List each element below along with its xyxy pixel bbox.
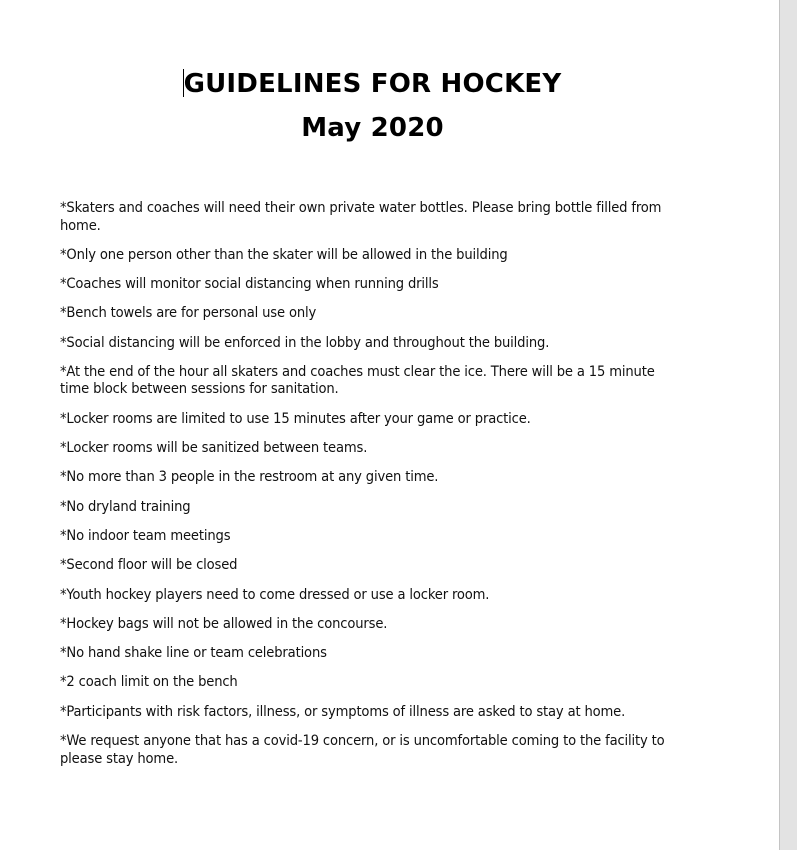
guideline-item: *Skaters and coaches will need their own private water bottles. Please bring bottle filled from home. xyxy=(60,199,662,234)
guideline-item: *Coaches will monitor social distancing when running drills xyxy=(60,275,439,293)
guidelines-list xyxy=(60,199,678,779)
text-cursor xyxy=(183,69,184,97)
guideline-item: *No hand shake line or team celebrations xyxy=(60,644,327,662)
guideline-item: *No indoor team meetings xyxy=(60,526,231,544)
guideline-item: *Hockey bags will not be allowed in the concourse. xyxy=(60,614,388,632)
guideline-item: *We request anyone that has a covid-19 concern, or is uncomfortable coming to the facility to please stay home. xyxy=(60,732,665,767)
window-side-gutter xyxy=(779,0,797,850)
guideline-item: *No more than 3 people in the restroom at any given time. xyxy=(60,468,439,486)
guideline-item: *2 coach limit on the bench xyxy=(60,673,238,691)
title-block xyxy=(0,62,745,150)
document-title: GUIDELINES FOR HOCKEY xyxy=(183,69,562,99)
guideline-item: *Locker rooms will be sanitized between teams. xyxy=(60,439,368,457)
document-title-wrapper xyxy=(184,62,562,106)
document-subtitle: May 2020 xyxy=(301,113,444,143)
guideline-item: *Only one person other than the skater will be allowed in the building xyxy=(60,245,508,263)
guideline-item: *Youth hockey players need to come dressed or use a locker room. xyxy=(60,585,490,603)
guideline-item: *Social distancing will be enforced in the lobby and throughout the building. xyxy=(60,333,550,351)
guideline-item: *Second floor will be closed xyxy=(60,556,238,574)
guideline-item: *At the end of the hour all skaters and coaches must clear the ice. There will be a 15 minute time block between sessions for sanitation. xyxy=(60,362,655,398)
guideline-item: *No dryland training xyxy=(60,497,191,515)
guideline-item: *Participants with risk factors, illness, or symptoms of illness are asked to stay at home. xyxy=(60,702,626,720)
guideline-item: *Locker rooms are limited to use 15 minutes after your game or practice. xyxy=(60,409,531,427)
guideline-item: *Bench towels are for personal use only xyxy=(60,304,317,322)
